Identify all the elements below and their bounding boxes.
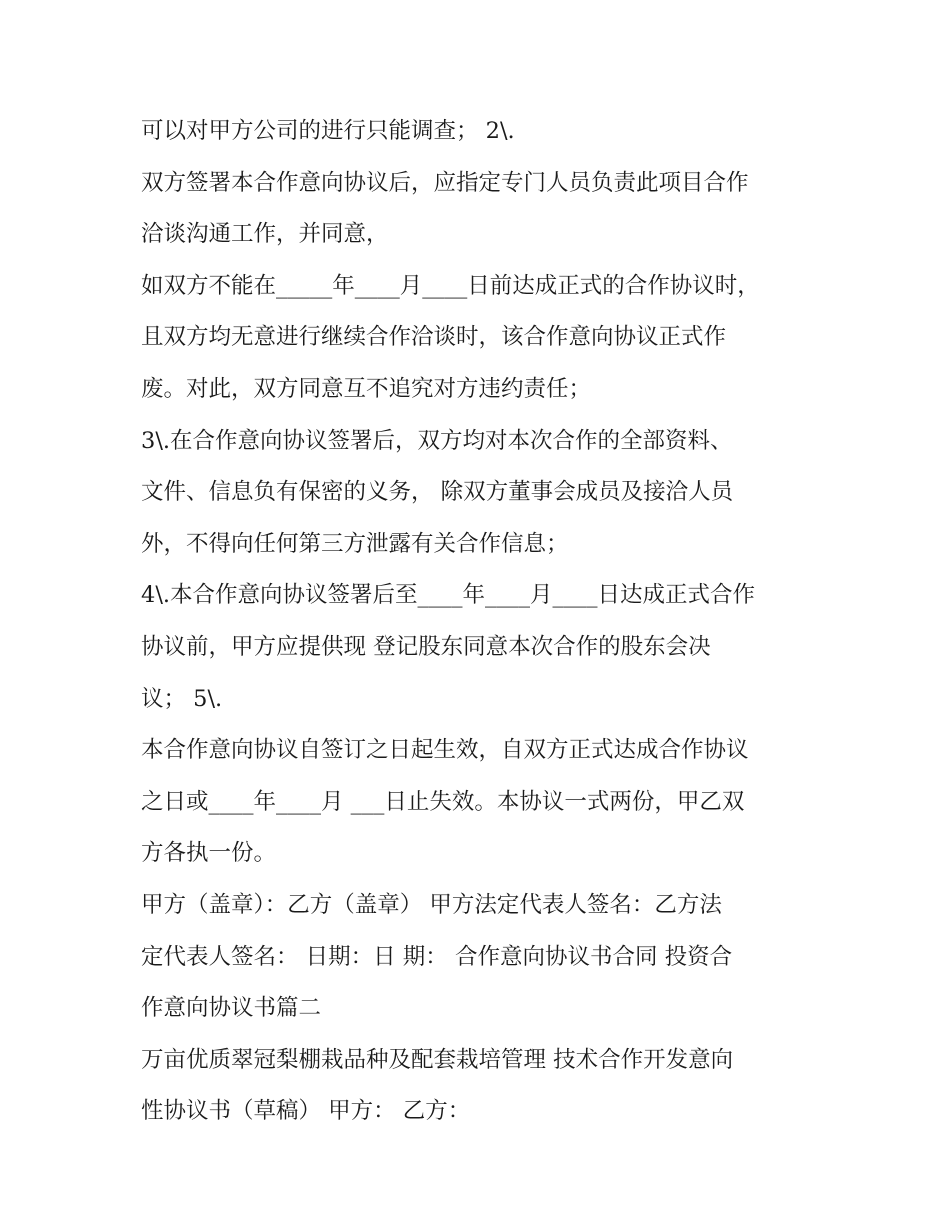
text-line: 之日或____年____月 ___日止失效。本协议一式两份，甲乙双 — [141, 788, 745, 815]
text-line: 洽谈沟通工作，并同意， — [141, 221, 389, 248]
text-line: 议； 5\. — [141, 685, 223, 712]
text-line: 如双方不能在_____年____月____日前达成正式的合作协议时， — [141, 272, 760, 299]
text-line: 方各执一份。 — [141, 840, 277, 867]
text-line: 文件、信息负有保密的义务， 除双方董事会成员及接洽人员 — [141, 479, 734, 506]
text-line: 本合作意向协议自签订之日起生效，自双方正式达成合作协议 — [141, 737, 749, 764]
text-line: 作意向协议书篇二 — [141, 995, 322, 1022]
text-line: 可以对甲方公司的进行只能调查； 2\. — [141, 118, 515, 144]
text-line: 万亩优质翠冠梨棚栽品种及配套栽培管理 技术合作开发意向 — [141, 1046, 734, 1073]
text-line: 性协议书（草稿） 甲方： 乙方： — [141, 1098, 471, 1125]
document-text-body — [141, 106, 821, 1138]
text-line: 外，不得向任何第三方泄露有关合作信息； — [141, 530, 569, 557]
text-line: 定代表人签名： 日期：日 期： 合作意向协议书合同 投资合 — [141, 943, 733, 970]
text-line: 且双方均无意进行继续合作洽谈时，该合作意向协议正式作 — [141, 324, 727, 351]
text-line: 协议前，甲方应提供现 登记股东同意本次合作的股东会决 — [141, 633, 711, 660]
text-line: 双方签署本合作意向协议后，应指定专门人员负责此项目合作 — [141, 169, 749, 196]
text-line: 4\.本合作意向协议签署后至____年____月____日达成正式合作 — [141, 582, 756, 609]
text-line: 3\.在合作意向协议签署后，双方均对本次合作的全部资料、 — [141, 427, 733, 454]
text-line: 甲方（盖章）：乙方（盖章） 甲方法定代表人签名：乙方法 — [141, 891, 722, 918]
text-line: 废。对此，双方同意互不追究对方违约责任； — [141, 375, 592, 402]
